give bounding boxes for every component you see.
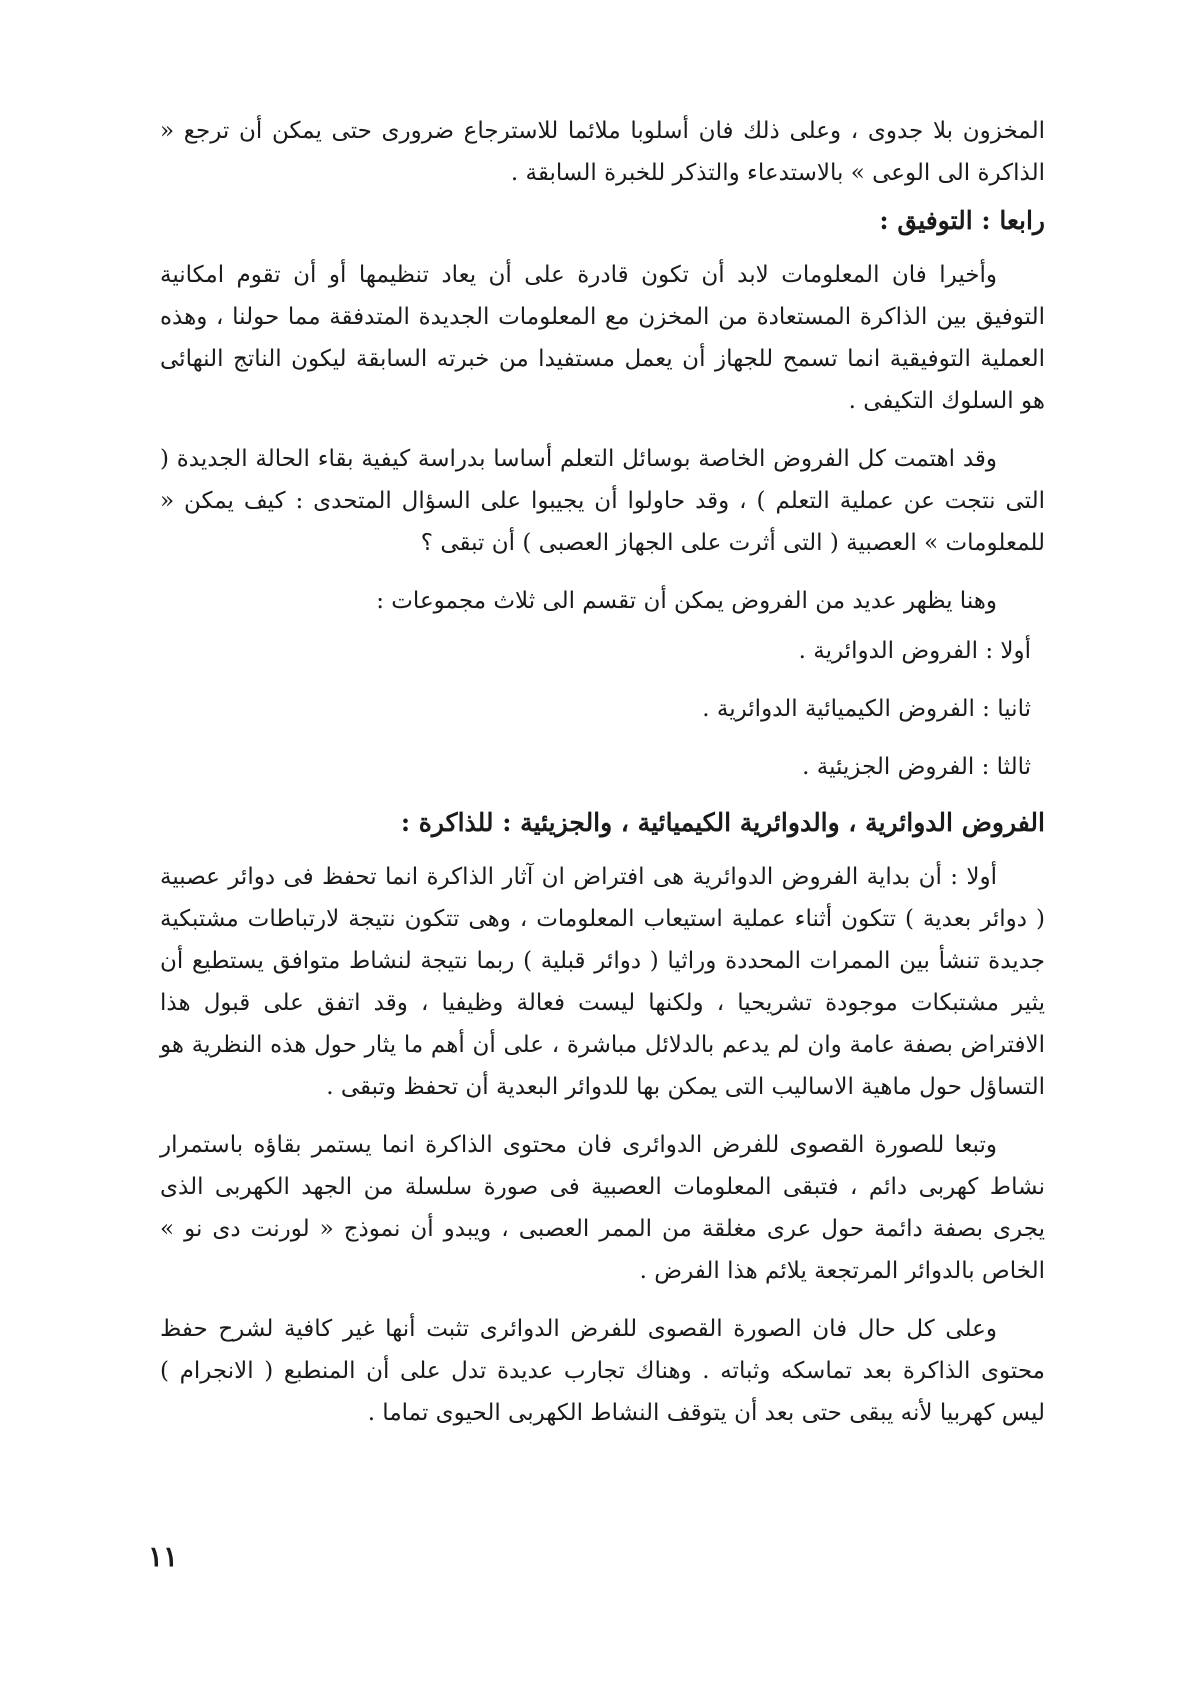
- list-item: أولا : الفروض الدوائرية .: [798, 638, 1031, 664]
- section-heading: رابعا : التوفيق :: [879, 206, 1045, 235]
- paragraph: وتبعا للصورة القصوى للفرض الدوائرى فان محتوى الذاكرة انما يستمر بقاؤه باستمرار نشاط كهربى دائم ، فتبقى المعلومات العصبية فى صورة سلسلة من الجهد الكهربى الذى يجرى بصفة دائمة حول عرى مغلقة من الممر العصبى ، ويبدو أن نموذج « لورنت دى نو » الخاص بالدوائر المرتجعة يلائم هذا الفرض .: [160, 1132, 1046, 1284]
- paragraph: المخزون بلا جدوى ، وعلى ذلك فان أسلوبا ملائما للاسترجاع ضرورى حتى يمكن أن ترجع « الذاكرة الى الوعى » بالاستدعاء والتذكر للخبرة السابقة .: [160, 118, 1045, 186]
- paragraph: وقد اهتمت كل الفروض الخاصة بوسائل التعلم أساسا بدراسة كيفية بقاء الحالة الجديدة ( التى نتجت عن عملية التعلم ) ، وقد حاولوا أن يجيبوا على السؤال المتحدى : كيف يمكن « للمعلومات » العصبية ( التى أثرت على الجهاز العصبى ) أن تبقى ؟: [160, 446, 1045, 556]
- paragraph: وعلى كل حال فان الصورة القصوى للفرض الدوائرى تثبت أنها غير كافية لشرح حفظ محتوى الذاكرة بعد تماسكه وثباته . وهناك تجارب عديدة تدل على أن المنطبع ( الانجرام ) ليس كهربيا لأنه يبقى حتى بعد أن يتوقف النشاط الكهربى الحيوى تماما .: [160, 1316, 1045, 1426]
- list-item: ثالثا : الفروض الجزيئية .: [802, 754, 1031, 780]
- body-text: [160, 110, 1045, 1434]
- paragraph: وهنا يظهر عديد من الفروض يمكن أن تقسم الى ثلاث مجموعات :: [376, 588, 997, 614]
- list-item: ثانيا : الفروض الكيميائية الدوائرية .: [702, 696, 1031, 722]
- paragraph: وأخيرا فان المعلومات لابد أن تكون قادرة على أن يعاد تنظيمها أو أن تقوم امكانية التوفيق بين الذاكرة المستعادة من المخزن مع المعلومات الجديدة المتدفقة مما حولنا ، وهذه العملية التوفيقية انما تسمح للجهاز أن يعمل مستفيدا من خبرته السابقة ليكون الناتج النهائى هو السلوك التكيفى .: [160, 262, 1045, 414]
- page-number: ١١: [148, 1540, 179, 1573]
- section-heading: الفروض الدوائرية ، والدوائرية الكيميائية ، والجزيئية : للذاكرة :: [400, 808, 1045, 837]
- paragraph: أولا : أن بداية الفروض الدوائرية هى افتراض ان آثار الذاكرة انما تحفظ فى دوائر عصبية ( دوائر بعدية ) تتكون أثناء عملية استيعاب المعلومات ، وهى تتكون نتيجة لارتباطات مشتبكية جديدة تنشأ بين الممرات المحددة وراثيا ( دوائر قبلية ) ربما نتيجة لنشاط متوافق يستطيع أن يثير مشتبكات موجودة تشريحيا ، ولكنها ليست فعالة وظيفيا ، وقد اتفق على قبول هذا الافتراض بصفة عامة وان لم يدعم بالدلائل مباشرة ، على أن أهم ما يثار حول هذه النظرية هو التساؤل حول ماهية الاساليب التى يمكن بها للدوائر البعدية أن تحفظ وتبقى .: [160, 864, 1045, 1100]
